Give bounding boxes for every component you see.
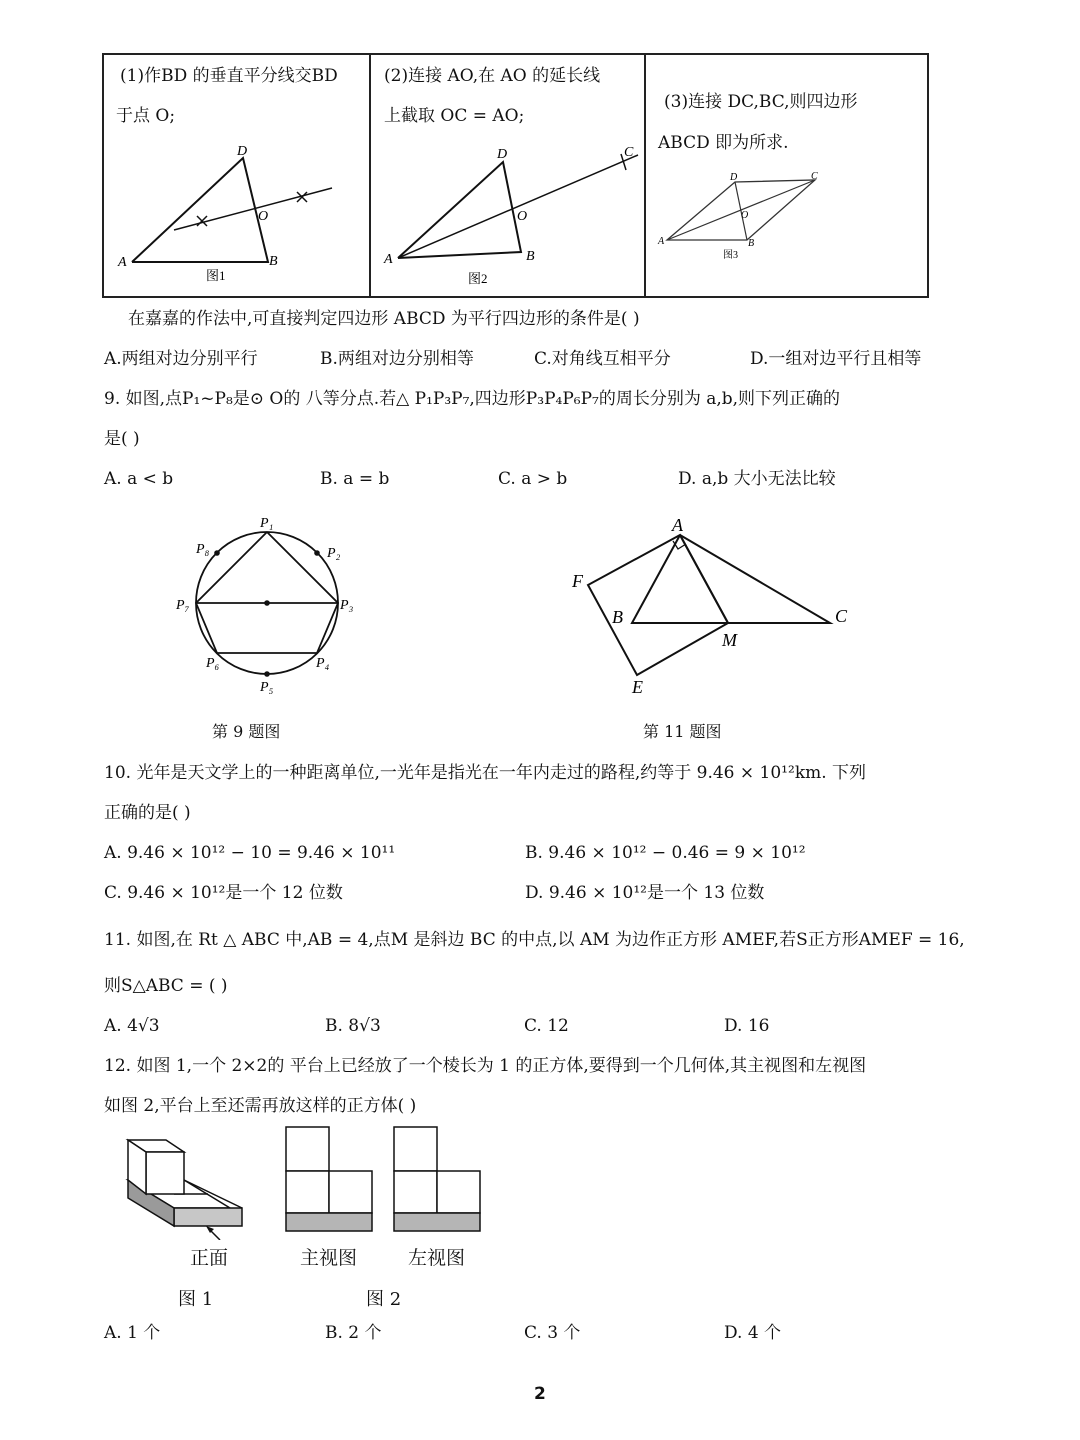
q10-option-b: B. 9.46 × 10¹² − 0.46 = 9 × 10¹² <box>525 843 806 863</box>
page-number: 2 <box>534 1384 546 1404</box>
svg-text:O: O <box>517 209 528 224</box>
q12-option-d: D. 4 个 <box>724 1323 782 1343</box>
q8-option-a: A.两组对边分别平行 <box>104 349 258 369</box>
label-p6: P₆ <box>206 656 220 671</box>
label-p5: P₅ <box>260 680 274 695</box>
q12-line2: 如图 2,平台上至还需再放这样的正方体( ) <box>104 1096 417 1116</box>
q8-option-c: C.对角线互相平分 <box>534 349 671 369</box>
main-view-label: 主视图 <box>300 1247 358 1269</box>
q8-option-b: B.两组对边分别相等 <box>320 349 474 369</box>
q12-line1: 12. 如图 1,一个 2×2的 平台上已经放了一个棱长为 1 的正方体,要得到一个几何体,其主视图和左视图 <box>104 1056 867 1076</box>
construction-figure-1 <box>110 140 365 290</box>
label-e: E <box>632 677 643 697</box>
svg-text:O: O <box>258 209 269 224</box>
fig2-caption: 图2 <box>468 271 488 286</box>
label-b: B <box>612 607 623 627</box>
q11-option-b: B. 8√3 <box>325 1016 381 1036</box>
label-p1: P₁ <box>260 516 274 531</box>
q11-line1: 11. 如图,在 Rt △ ABC 中,AB = 4,点M 是斜边 BC 的中点,以 AM 为边作正方形 AMEF,若S正方形AMEF = 16, <box>104 930 965 950</box>
svg-text:A: A <box>658 236 665 247</box>
svg-text:C: C <box>624 145 634 160</box>
label-c: C <box>835 606 848 626</box>
step3-line1: (3)连接 DC,BC,则四边形 <box>664 92 858 112</box>
label-p7: P₇ <box>176 598 190 613</box>
q12-option-a: A. 1 个 <box>104 1323 161 1343</box>
step2-line2: 上截取 OC = AO; <box>384 106 525 126</box>
q11-option-c: C. 12 <box>524 1016 569 1036</box>
fig1-caption: 图1 <box>206 268 226 283</box>
q9-option-c: C. a > b <box>498 469 568 489</box>
q12-fig1-caption: 图 1 <box>178 1289 214 1310</box>
q10-line1: 10. 光年是天文学上的一种距离单位,一光年是指光在一年内走过的路程,约等于 9.46 × 10¹²km. 下列 <box>104 763 867 783</box>
construction-figure-2 <box>378 140 643 290</box>
step3-line2: ABCD 即为所求. <box>658 133 789 153</box>
step1-line2: 于点 O; <box>116 106 176 126</box>
svg-text:D: D <box>237 144 248 159</box>
label-a: A <box>672 515 683 535</box>
construction-figure-3 <box>655 168 925 268</box>
label-p4: P₄ <box>316 656 330 671</box>
svg-text:A: A <box>384 252 393 267</box>
step1-line1: (1)作BD 的垂直平分线交BD <box>120 66 338 86</box>
step2-line1: (2)连接 AO,在 AO 的延长线 <box>384 66 601 86</box>
q8-option-d: D.一组对边平行且相等 <box>750 349 922 369</box>
q12-option-b: B. 2 个 <box>325 1323 382 1343</box>
q9-line2: 是( ) <box>104 429 140 449</box>
q9-option-b: B. a = b <box>320 469 390 489</box>
label-f: F <box>572 571 583 591</box>
svg-text:C: C <box>811 171 818 182</box>
svg-text:B: B <box>269 254 278 269</box>
svg-text:D: D <box>730 172 738 183</box>
q11-option-a: A. 4√3 <box>104 1016 160 1036</box>
svg-text:A: A <box>118 255 127 270</box>
label-p3: P₃ <box>340 598 354 613</box>
q10-option-d: D. 9.46 × 10¹²是一个 13 位数 <box>525 883 765 903</box>
q12-main-view <box>284 1125 376 1235</box>
front-label: 正面 <box>190 1247 229 1269</box>
q10-line2: 正确的是( ) <box>104 803 191 823</box>
svg-text:B: B <box>526 249 535 264</box>
table-divider <box>369 53 371 298</box>
q10-option-c: C. 9.46 × 10¹²是一个 12 位数 <box>104 883 343 903</box>
q9-figure-caption: 第 9 题图 <box>212 722 281 741</box>
q11-figure <box>560 505 870 705</box>
q9-line1: 9. 如图,点P₁~P₈是⊙ O的 八等分点.若△ P₁P₃P₇,四边形P₃P₄P₆P₇的周长分别为 a,b,则下列正确的 <box>104 389 841 409</box>
q9-option-a: A. a < b <box>104 469 174 489</box>
q11-line2: 则S△ABC = ( ) <box>104 976 228 996</box>
q10-option-a: A. 9.46 × 10¹² − 10 = 9.46 × 10¹¹ <box>104 843 396 863</box>
q12-figure-1-solid <box>120 1130 255 1240</box>
table-divider <box>644 53 646 298</box>
svg-text:B: B <box>748 238 755 249</box>
fig3-caption: 图3 <box>723 250 738 261</box>
q11-figure-caption: 第 11 题图 <box>643 722 722 741</box>
svg-text:D: D <box>497 147 508 162</box>
q11-option-d: D. 16 <box>724 1016 770 1036</box>
label-p2: P₂ <box>327 546 341 561</box>
label-p8: P₈ <box>196 542 210 557</box>
q12-option-c: C. 3 个 <box>524 1323 581 1343</box>
q9-figure <box>170 505 370 705</box>
q12-fig2-caption: 图 2 <box>366 1289 402 1310</box>
label-m: M <box>722 630 737 650</box>
left-view-label: 左视图 <box>408 1247 466 1269</box>
q9-option-d: D. a,b 大小无法比较 <box>678 469 836 489</box>
svg-text:O: O <box>741 210 749 221</box>
q8-question: 在嘉嘉的作法中,可直接判定四边形 ABCD 为平行四边形的条件是( ) <box>128 309 640 329</box>
q12-left-view <box>392 1125 484 1235</box>
